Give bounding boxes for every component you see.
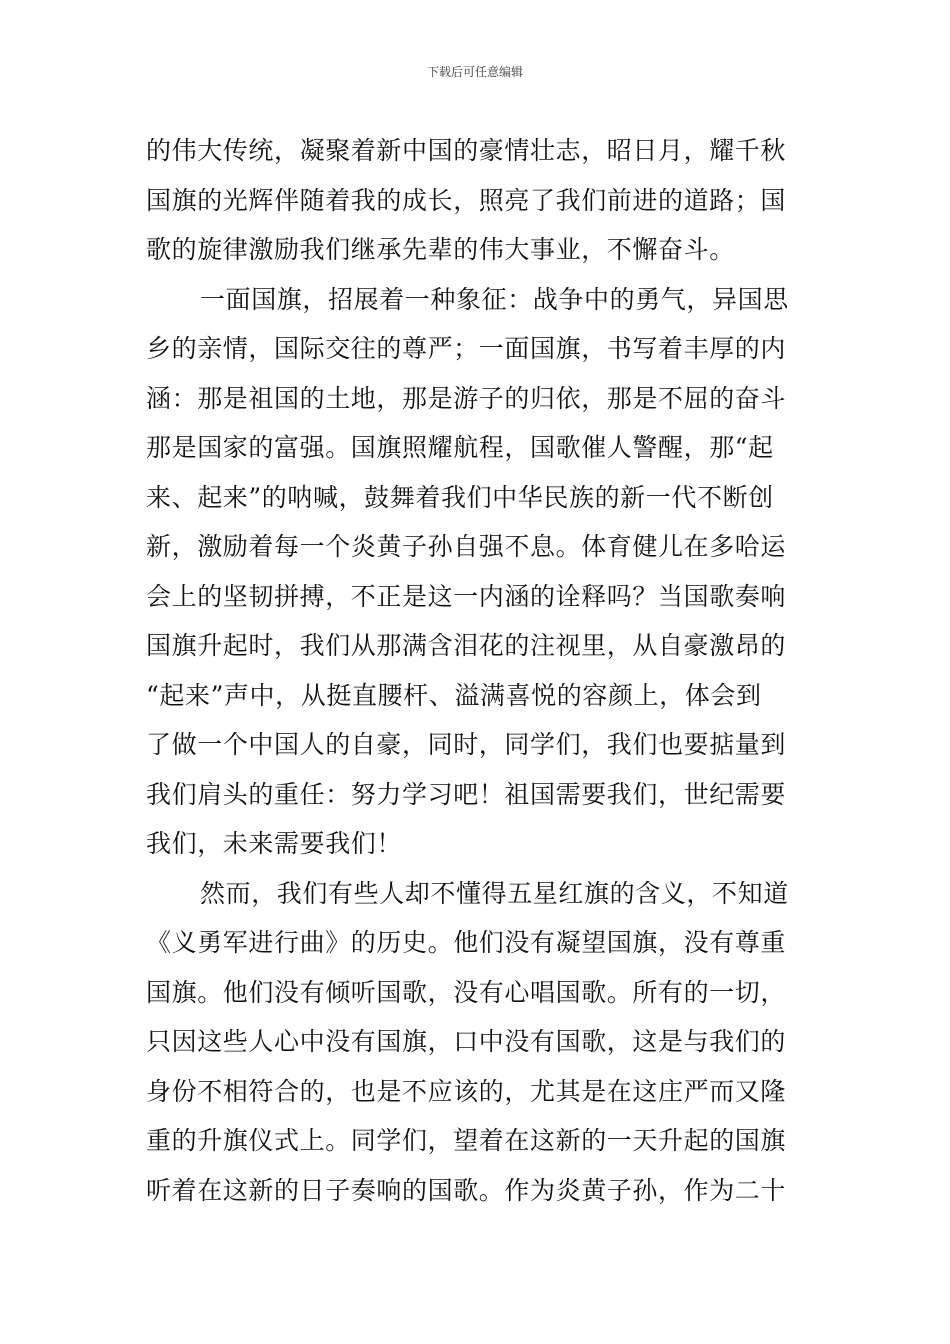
text-line: 重的升旗仪式上。同学们，望着在这新的一天升起的国旗 [146, 1126, 787, 1155]
text-line: 国旗升起时，我们从那满含泪花的注视里，从自豪激昂的 [146, 631, 787, 660]
text-line: 身份不相符合的，也是不应该的，尤其是在这庄严而又隆 [146, 1076, 787, 1106]
text-line: 的伟大传统，凝聚着新中国的豪情壮志，昭日月，耀千秋 [146, 136, 787, 165]
text-line: 我们，未来需要我们！ [146, 829, 403, 858]
text-line: “起来”声中，从挺直腰杆、溢满喜悦的容颜上，体会到 [146, 680, 762, 710]
paragraph-first-line: 然而，我们有些人却不懂得五星红旗的含义，不知道 [200, 878, 789, 908]
text-line: 只因这些人心中没有国旗，口中没有国歌，这是与我们的 [146, 1027, 787, 1056]
text-line: 会上的坚韧拼搏，不正是这一内涵的诠释吗？当国歌奏响 [146, 581, 787, 611]
text-line: 那是国家的富强。国旗照耀航程，国歌催人警醒，那“起 [146, 433, 774, 462]
paragraph-first-line: 一面国旗，招展着一种象征：战争中的勇气，异国思 [200, 284, 789, 314]
text-line: 来、起来”的呐喊，鼓舞着我们中华民族的新一代不断创 [146, 482, 774, 512]
text-line: 乡的亲情，国际交往的尊严；一面国旗，书写着丰厚的内 [146, 334, 787, 363]
text-line: 我们肩头的重任：努力学习吧！祖国需要我们，世纪需要 [146, 779, 787, 809]
text-line: 歌的旋律激励我们继承先辈的伟大事业，不懈奋斗。 [146, 235, 735, 264]
text-line: 涵：那是祖国的土地，那是游子的归依，那是不屈的奋斗 [146, 383, 787, 413]
text-line: 听着在这新的日子奏响的国歌。作为炎黄子孙，作为二十 [146, 1175, 787, 1205]
text-line: 国旗。他们没有倾听国歌，没有心唱国歌。所有的一切， [146, 977, 787, 1007]
text-line: 了做一个中国人的自豪，同时，同学们，我们也要掂量到 [146, 730, 787, 759]
text-line: 国旗的光辉伴随着我的成长，照亮了我们前进的道路；国 [146, 185, 787, 215]
page-header: 下载后可任意编辑 [426, 65, 523, 79]
text-line: 《义勇军进行曲》的历史。他们没有凝望国旗，没有尊重 [146, 928, 787, 957]
document-body [146, 126, 810, 1215]
text-line: 新，激励着每一个炎黄子孙自强不息。体育健儿在多哈运 [146, 532, 787, 561]
